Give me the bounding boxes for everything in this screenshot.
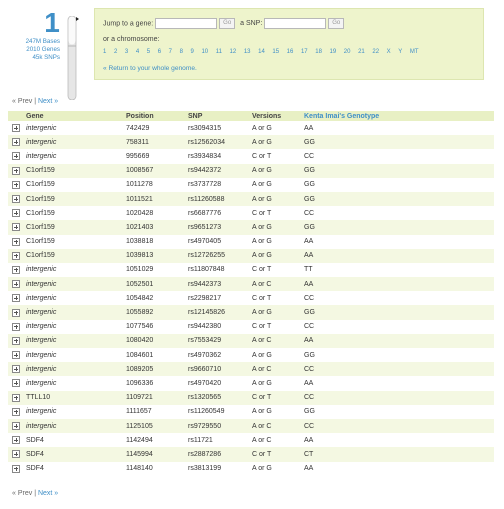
pager-bottom [12, 490, 58, 497]
genotype-cell: GG [304, 181, 315, 189]
snp-cell: rs1320565 [188, 391, 252, 405]
chromosome-link-MT[interactable]: MT [409, 49, 419, 55]
gene-search-input[interactable] [155, 18, 217, 29]
versions-cell: A or G [252, 249, 304, 263]
position-cell: 1145994 [126, 447, 188, 461]
chromosome-genes: 2010 Genes [26, 46, 60, 53]
position-cell: 1011521 [126, 192, 188, 206]
genotype-cell: GG [304, 164, 494, 178]
snp-cell: rs9442373 [188, 277, 252, 291]
table-row [8, 405, 494, 419]
chromosome-link-12[interactable]: 12 [229, 49, 237, 55]
expand-plus-icon[interactable] [12, 223, 20, 231]
position-cell: 1055892 [126, 305, 188, 319]
snp-label: a SNP: [240, 20, 263, 28]
versions-cell: A or C [252, 334, 304, 348]
genotype-cell: AA [304, 238, 314, 246]
chromosome-link-17[interactable]: 17 [300, 49, 308, 55]
genotype-cell: AA [304, 436, 314, 444]
chromosome-snps: 45k SNPs [32, 54, 60, 61]
expand-plus-icon[interactable] [12, 337, 20, 345]
genotype-cell: AA [304, 277, 494, 291]
genotype-cell: CC [304, 419, 494, 433]
gene-cell: intergenic [26, 135, 126, 149]
expander-cell [8, 391, 26, 405]
genotype-cell: CC [304, 152, 315, 160]
chromosome-link-Y[interactable]: Y [398, 49, 403, 55]
position-cell: 1077546 [126, 323, 154, 331]
gene-cell[interactable]: C1orf159 [26, 209, 55, 217]
expand-plus-icon[interactable] [12, 379, 20, 387]
expander-cell [8, 376, 26, 390]
snp-cell: rs9651273 [188, 220, 252, 234]
snp-cell: rs4970420 [188, 379, 222, 387]
expander-cell [8, 320, 26, 334]
position-cell: 1052501 [126, 277, 188, 291]
expand-plus-icon[interactable] [12, 209, 20, 217]
expand-plus-icon[interactable] [12, 266, 20, 274]
chromosome-bases: 247M Bases [25, 38, 60, 45]
expand-plus-icon[interactable] [12, 138, 20, 146]
expander-header [8, 111, 26, 121]
gene-cell[interactable]: TTLL10 [26, 391, 126, 405]
genotype-cell: AA [304, 124, 314, 132]
versions-cell: A or G [252, 181, 272, 189]
position-cell: 1109721 [126, 391, 188, 405]
versions-cell: A or G [252, 465, 272, 473]
chromosome-link-20[interactable]: 20 [343, 49, 351, 55]
expand-plus-icon[interactable] [12, 450, 20, 458]
gene-cell[interactable]: SDF4 [26, 447, 126, 461]
versions-cell: A or C [252, 362, 304, 376]
chromosome-link-7[interactable]: 7 [168, 49, 172, 55]
versions-cell: C or T [252, 266, 272, 274]
table-row [8, 164, 494, 178]
gene-cell: intergenic [26, 277, 126, 291]
table-row [8, 149, 494, 163]
versions-cell: A or C [252, 419, 304, 433]
position-cell: 995669 [126, 152, 150, 160]
chromosome-link-14[interactable]: 14 [258, 49, 265, 55]
pager-separator: | [34, 490, 37, 497]
snp-search-input[interactable] [264, 18, 326, 29]
return-genome-link[interactable]: « Return to your whole genome. [103, 65, 197, 72]
expand-plus-icon[interactable] [12, 280, 20, 288]
position-cell: 1080420 [126, 334, 188, 348]
expander-cell [8, 305, 26, 319]
position-cell: 1125105 [126, 419, 188, 433]
chromosome-summary [14, 8, 66, 94]
table-row [8, 419, 494, 433]
gene-cell: intergenic [26, 266, 57, 274]
table-row [8, 135, 494, 149]
navigation-panel [94, 8, 484, 80]
versions-header: Versions [252, 111, 304, 121]
table-row [8, 320, 494, 334]
chromosome-number: 1 [44, 7, 60, 38]
versions-cell: A or G [252, 238, 272, 246]
chromosome-link-11[interactable]: 11 [215, 49, 222, 55]
position-cell: 758311 [126, 135, 188, 149]
snp-rows [8, 121, 494, 476]
gene-cell: intergenic [26, 124, 57, 132]
snp-cell: rs2887286 [188, 447, 252, 461]
position-cell: 1020428 [126, 209, 154, 217]
gene-cell: intergenic [26, 323, 57, 331]
versions-cell: A or G [252, 135, 304, 149]
versions-cell: C or T [252, 447, 304, 461]
expand-plus-icon[interactable] [12, 422, 20, 430]
chromosome-link-13[interactable]: 13 [243, 49, 251, 55]
genotype-cell: GG [304, 408, 315, 416]
expander-cell [8, 192, 26, 206]
table-row [8, 206, 494, 220]
snp-cell: rs4970362 [188, 351, 222, 359]
gene-cell[interactable]: C1orf159 [26, 238, 55, 246]
expand-plus-icon[interactable] [12, 309, 20, 317]
expander-cell [8, 220, 26, 234]
versions-cell: C or T [252, 209, 272, 217]
snp-cell: rs11807848 [188, 266, 225, 274]
snp-cell: rs2298217 [188, 294, 222, 302]
position-header: Position [126, 111, 188, 121]
table-row [8, 462, 494, 476]
pager-separator: | [34, 98, 37, 105]
expand-plus-icon[interactable] [12, 167, 20, 175]
expander-cell [8, 362, 26, 376]
position-cell: 1011278 [126, 181, 153, 189]
genotype-cell: CC [304, 209, 315, 217]
versions-cell: A or C [252, 436, 272, 444]
table-row [8, 249, 494, 263]
snp-table [8, 111, 494, 476]
table-row [8, 447, 494, 461]
table-row [8, 305, 494, 319]
genotype-cell: CC [304, 391, 494, 405]
expander-cell [8, 348, 26, 362]
expander-cell [8, 433, 26, 447]
table-row [8, 277, 494, 291]
expander-cell [8, 263, 26, 277]
expander-cell [8, 135, 26, 149]
prev-link[interactable]: « Prev [12, 98, 33, 105]
table-row [8, 192, 494, 206]
position-cell: 1111657 [126, 408, 152, 416]
gene-cell[interactable]: C1orf159 [26, 164, 126, 178]
table-header-row [8, 111, 494, 121]
table-row [8, 291, 494, 305]
snp-cell: rs3094315 [188, 124, 222, 132]
genotype-cell: AA [304, 379, 314, 387]
expander-cell [8, 447, 26, 461]
chromosome-link-1[interactable]: 1 [103, 49, 107, 55]
expand-plus-icon[interactable] [12, 152, 20, 160]
chromosome-link-10[interactable]: 10 [201, 49, 209, 55]
chromosome-list [103, 49, 426, 55]
genotype-cell: GG [304, 351, 315, 359]
genotype-cell: AA [304, 334, 494, 348]
chromosome-link-16[interactable]: 16 [286, 49, 294, 55]
versions-cell: C or T [252, 152, 272, 160]
gene-cell: intergenic [26, 408, 57, 416]
chromosome-link-18[interactable]: 18 [315, 49, 322, 55]
genotype-cell: AA [304, 249, 494, 263]
gene-cell[interactable]: SDF4 [26, 465, 44, 473]
table-row [8, 263, 494, 277]
expand-plus-icon[interactable] [12, 238, 20, 246]
expander-cell [8, 235, 26, 249]
versions-cell: A or G [252, 220, 304, 234]
genotype-cell: GG [304, 135, 494, 149]
expand-plus-icon[interactable] [12, 195, 20, 203]
chromosome-link-4[interactable]: 4 [135, 49, 140, 55]
expand-plus-icon[interactable] [12, 252, 20, 260]
snp-cell: rs11260588 [188, 192, 252, 206]
table-row [8, 334, 494, 348]
versions-cell: A or G [252, 192, 304, 206]
position-cell: 1089205 [126, 362, 188, 376]
chromosome-link-8[interactable]: 8 [179, 49, 183, 55]
expander-cell [8, 419, 26, 433]
versions-cell: A or G [252, 351, 272, 359]
genotype-cell: AA [304, 465, 314, 473]
next-link[interactable]: Next » [37, 490, 59, 497]
chromosome-link-19[interactable]: 19 [329, 49, 337, 55]
position-cell: 1051029 [126, 266, 154, 274]
table-row [8, 220, 494, 234]
versions-cell: A or G [252, 164, 304, 178]
gene-cell[interactable]: SDF4 [26, 436, 44, 444]
chromosome-link-21[interactable]: 21 [358, 49, 365, 55]
snp-cell: rs7553429 [188, 334, 252, 348]
expand-plus-icon[interactable] [12, 181, 20, 189]
expand-plus-icon[interactable] [12, 465, 20, 473]
jump-row [103, 18, 344, 29]
prev-link[interactable]: « Prev [12, 490, 33, 497]
genotype-cell: GG [304, 220, 494, 234]
chromosome-link-3[interactable]: 3 [124, 49, 129, 55]
snp-cell: rs12562034 [188, 135, 252, 149]
chromosome-link-22[interactable]: 22 [372, 49, 380, 55]
chromosome-link-5[interactable]: 5 [146, 49, 151, 55]
gene-cell: intergenic [26, 379, 57, 387]
gene-cell: intergenic [26, 305, 126, 319]
gene-cell[interactable]: C1orf159 [26, 192, 126, 206]
expand-plus-icon[interactable] [12, 124, 20, 132]
expander-cell [8, 206, 26, 220]
genotype-cell: TT [304, 266, 313, 274]
table-row [8, 362, 494, 376]
chromosome-label: or a chromosome: [103, 36, 160, 43]
jump-gene-label: Jump to a gene: [103, 20, 154, 28]
table-row [8, 235, 494, 249]
chromosome-link-9[interactable]: 9 [190, 49, 194, 55]
snp-cell: rs9442380 [188, 323, 222, 331]
gene-cell[interactable]: C1orf159 [26, 220, 126, 234]
expand-plus-icon[interactable] [12, 408, 20, 416]
expander-cell [8, 277, 26, 291]
snp-cell: rs11721 [188, 436, 213, 444]
table-row [8, 178, 494, 192]
expander-cell [8, 405, 26, 419]
versions-cell: A or C [252, 277, 304, 291]
position-cell: 1008567 [126, 164, 188, 178]
position-cell: 1096336 [126, 379, 154, 387]
expand-plus-icon[interactable] [12, 394, 20, 402]
snp-cell: rs9660710 [188, 362, 252, 376]
expander-cell [8, 164, 26, 178]
genotype-header: Kenta Imai's Genotype [304, 111, 494, 121]
next-link[interactable]: Next » [37, 98, 59, 105]
position-cell: 1038818 [126, 238, 154, 246]
snp-cell: rs4970405 [188, 238, 222, 246]
genotype-cell: CC [304, 362, 494, 376]
versions-cell: A or G [252, 305, 304, 319]
position-cell: 742429 [126, 124, 150, 132]
position-cell: 1142494 [126, 436, 153, 444]
versions-cell: A or G [252, 124, 272, 132]
position-cell: 1054842 [126, 294, 154, 302]
gene-cell: intergenic [26, 419, 126, 433]
expander-cell [8, 291, 26, 305]
expander-cell [8, 249, 26, 263]
expander-cell [8, 149, 26, 163]
gene-cell: intergenic [26, 362, 126, 376]
genotype-cell: CT [304, 447, 494, 461]
gene-cell: intergenic [26, 152, 57, 160]
expander-cell [8, 334, 26, 348]
table-row [8, 391, 494, 405]
expander-cell [8, 121, 26, 135]
expand-plus-icon[interactable] [12, 323, 20, 331]
table-row [8, 376, 494, 390]
genotype-cell: CC [304, 294, 315, 302]
snp-cell: rs9729550 [188, 419, 252, 433]
versions-cell: A or G [252, 379, 272, 387]
genotype-cell: GG [304, 192, 494, 206]
gene-cell[interactable]: C1orf159 [26, 249, 126, 263]
versions-cell: C or T [252, 391, 304, 405]
position-cell: 1039813 [126, 249, 188, 263]
expand-plus-icon[interactable] [12, 351, 20, 359]
chromosome-link-15[interactable]: 15 [272, 49, 280, 55]
chromosome-link-6[interactable]: 6 [157, 49, 162, 55]
versions-cell: C or T [252, 323, 272, 331]
genotype-cell: GG [304, 305, 494, 319]
versions-cell: C or T [252, 294, 272, 302]
chromosome-link-2[interactable]: 2 [113, 49, 118, 55]
snp-cell: rs11260549 [188, 408, 225, 416]
snp-cell: rs12145826 [188, 305, 252, 319]
table-row [8, 433, 494, 447]
snp-cell: rs3813199 [188, 465, 222, 473]
expander-cell [8, 462, 26, 476]
snp-cell: rs12726255 [188, 249, 252, 263]
snp-cell: rs3934834 [188, 152, 222, 160]
snp-header: SNP [188, 111, 252, 121]
position-cell: 1084601 [126, 351, 154, 359]
expand-plus-icon[interactable] [12, 294, 20, 302]
versions-cell: A or G [252, 408, 272, 416]
pager-top [12, 98, 58, 105]
position-cell: 1021403 [126, 220, 188, 234]
expand-plus-icon[interactable] [12, 436, 20, 444]
gene-cell: intergenic [26, 294, 57, 302]
snp-go-button[interactable]: Go [328, 18, 344, 29]
table-row [8, 121, 494, 135]
expand-plus-icon[interactable] [12, 365, 20, 373]
table-row [8, 348, 494, 362]
chromosome-link-X[interactable]: X [386, 49, 391, 55]
gene-go-button[interactable]: Go [219, 18, 235, 29]
genotype-cell: CC [304, 323, 315, 331]
gene-header: Gene [26, 111, 126, 121]
position-cell: 1148140 [126, 465, 153, 473]
gene-cell: intergenic [26, 351, 57, 359]
gene-cell: intergenic [26, 334, 126, 348]
gene-cell[interactable]: C1orf159 [26, 181, 55, 189]
chromosome-stats [14, 38, 60, 62]
expander-cell [8, 178, 26, 192]
snp-cell: rs6687776 [188, 209, 222, 217]
snp-cell: rs3737728 [188, 181, 222, 189]
chromosome-ideogram-icon[interactable] [66, 16, 80, 100]
snp-cell: rs9442372 [188, 164, 252, 178]
